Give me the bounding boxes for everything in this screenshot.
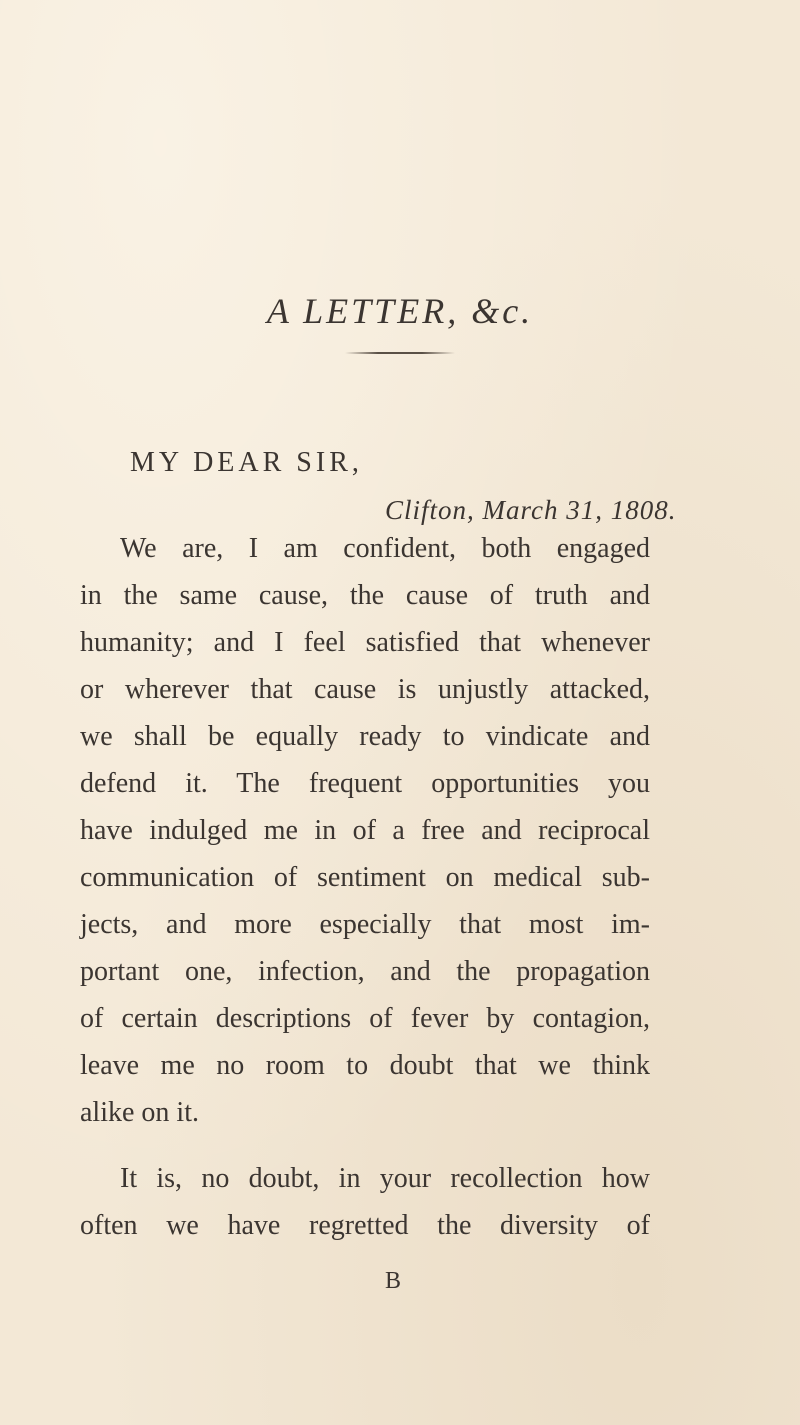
text-line: communication of sentiment on medical sub-	[80, 862, 650, 893]
page-title: A LETTER, &c.	[266, 291, 534, 331]
text-line: often we have regretted the diversity of	[80, 1210, 650, 1241]
title-rule-divider	[345, 352, 455, 354]
text-line: or wherever that cause is unjustly attacked,	[80, 674, 650, 705]
text-line: of certain descriptions of fever by contagion,	[80, 1003, 650, 1034]
text-line: we shall be equally ready to vindicate and	[80, 721, 650, 752]
text-line: defend it. The frequent opportunities you	[80, 768, 650, 799]
text-line: humanity; and I feel satisfied that whenever	[80, 627, 650, 658]
text-line: We are, I am confident, both engaged	[120, 533, 650, 564]
salutation: MY DEAR SIR,	[130, 447, 363, 478]
text-line: jects, and more especially that most im-	[80, 909, 650, 940]
signature-mark: B	[385, 1268, 402, 1294]
text-line: alike on it.	[80, 1097, 199, 1128]
text-line: have indulged me in of a free and reciprocal	[80, 815, 650, 846]
text-line: It is, no doubt, in your recollection how	[120, 1163, 650, 1194]
dateline: Clifton, March 31, 1808.	[385, 495, 677, 525]
text-line: portant one, infection, and the propagation	[80, 956, 650, 987]
text-line: leave me no room to doubt that we think	[80, 1050, 650, 1081]
text-line: in the same cause, the cause of truth and	[80, 580, 650, 611]
